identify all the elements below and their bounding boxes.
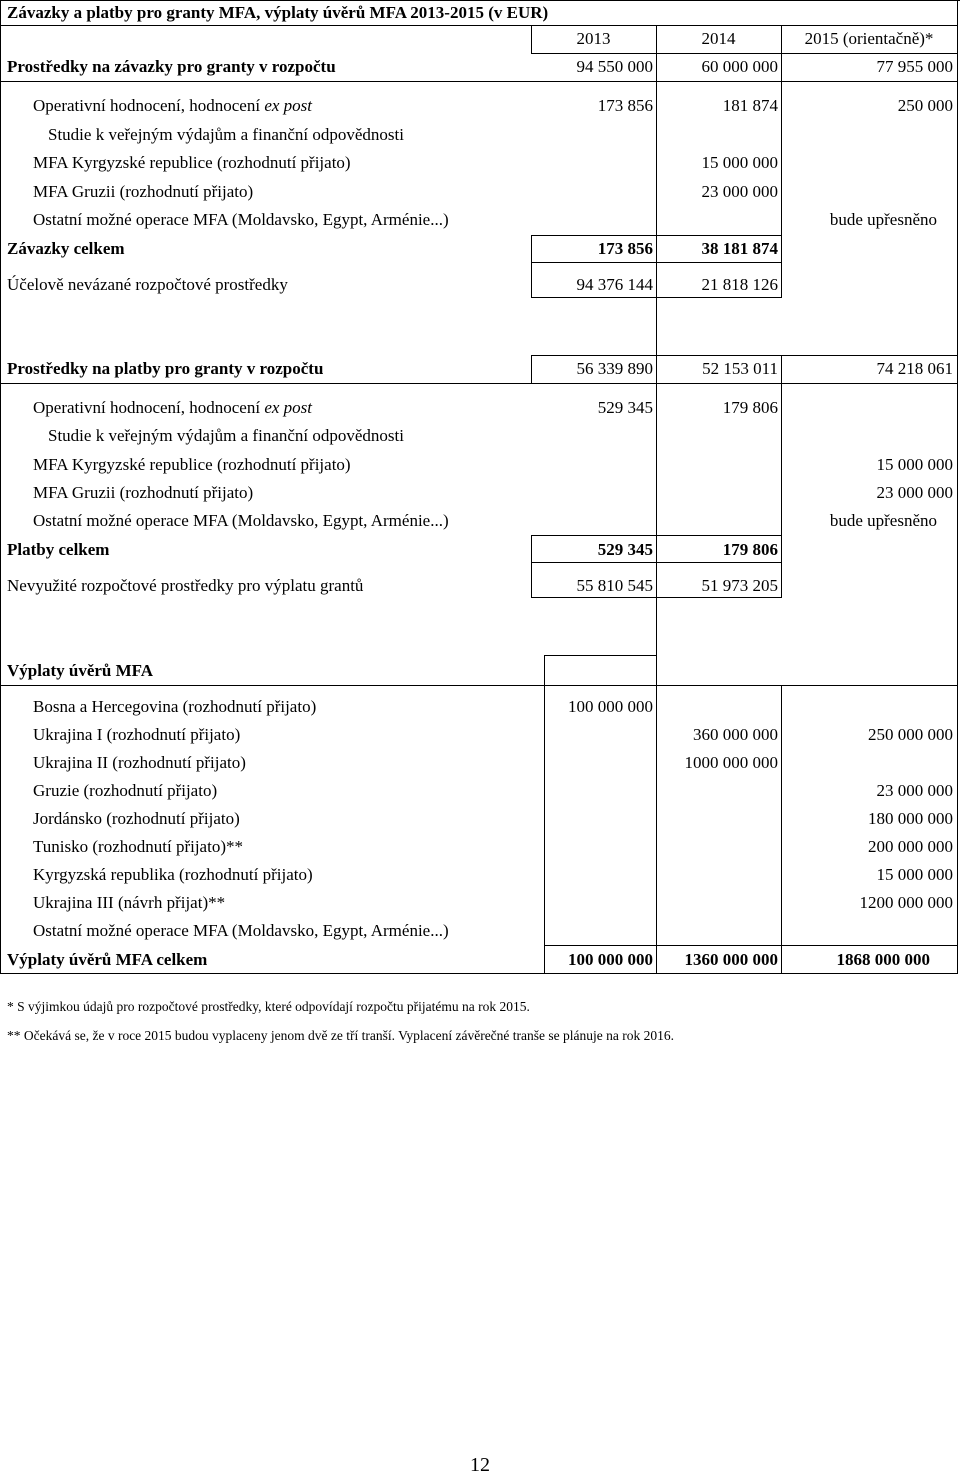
commitments-total-label: Závazky celkem — [7, 239, 125, 258]
commitment-row-2014: 15 000 000 — [701, 153, 778, 172]
loan-row-2015: 200 000 000 — [868, 837, 953, 856]
loan-row-label: Ukrajina II (rozhodnutí přijato) — [33, 753, 246, 772]
year-header-2015: 2015 (orientačně)* — [804, 29, 934, 48]
payments-total-label: Platby celkem — [7, 540, 110, 559]
commitment-row-label: MFA Gruzii (rozhodnutí přijato) — [33, 182, 254, 201]
payments-budget-2013: 56 339 890 — [576, 359, 653, 378]
commitment-row-label: MFA Kyrgyzské republice (rozhodnutí přijato) — [33, 153, 351, 172]
commitment-row-label: Operativní hodnocení, hodnocení ex post — [33, 96, 313, 115]
loan-row-2015: 1200 000 000 — [859, 893, 953, 912]
payments-budget-label: Prostředky na platby pro granty v rozpočtu — [7, 359, 324, 378]
loan-row-2015: 180 000 000 — [868, 809, 953, 828]
commitment-row-label: Ostatní možné operace MFA (Moldavsko, Egypt, Arménie...) — [33, 210, 449, 229]
loan-row-2013: 100 000 000 — [568, 697, 653, 716]
loan-row-label: Kyrgyzská republika (rozhodnutí přijato) — [33, 865, 313, 884]
commitments-unallocated-2013: 94 376 144 — [576, 275, 653, 294]
loan-row-label: Gruzie (rozhodnutí přijato) — [33, 781, 218, 800]
commitments-total-2014: 38 181 874 — [701, 239, 778, 258]
loan-row-2014: 360 000 000 — [693, 725, 778, 744]
commitment-row-2014: 23 000 000 — [701, 182, 778, 201]
commitment-row-2013: 173 856 — [597, 96, 653, 115]
payment-row-label: Ostatní možné operace MFA (Moldavsko, Egypt, Arménie...) — [33, 511, 449, 530]
loans-total-label: Výplaty úvěrů MFA celkem — [7, 950, 208, 969]
loan-row-2015: 23 000 000 — [876, 781, 953, 800]
commitment-row-2015: bude upřesněno — [829, 210, 937, 229]
payment-row-2015: 15 000 000 — [876, 455, 953, 474]
payments-unused-label: Nevyužité rozpočtové prostředky pro výplatu grantů — [7, 576, 364, 595]
commitments-budget-2015: 77 955 000 — [876, 57, 953, 76]
payments-unused-2013: 55 810 545 — [576, 576, 653, 595]
payment-row-label: Operativní hodnocení, hodnocení ex post — [33, 398, 313, 417]
loan-row-2015: 250 000 000 — [868, 725, 953, 744]
commitments-budget-2014: 60 000 000 — [701, 57, 778, 76]
loans-total-2014: 1360 000 000 — [684, 950, 778, 969]
payment-row-2014: 179 806 — [722, 398, 778, 417]
payment-row-label: MFA Gruzii (rozhodnutí přijato) — [33, 483, 254, 502]
footnote: ** Očekává se, že v roce 2015 budou vyplaceny jenom dvě ze tří tranší. Vyplacení závěrečné tranše se plánuje na rok 2016. — [7, 1028, 674, 1043]
payments-budget-2015: 74 218 061 — [876, 359, 953, 378]
payment-row-2015: bude upřesněno — [829, 511, 937, 530]
commitment-row-label: Studie k veřejným výdajům a finanční odpovědnosti — [48, 125, 404, 144]
commitments-budget-label: Prostředky na závazky pro granty v rozpočtu — [7, 57, 336, 76]
commitment-row-2015: 250 000 — [897, 96, 953, 115]
loans-total-2013: 100 000 000 — [568, 950, 653, 969]
payment-row-2013: 529 345 — [597, 398, 653, 417]
payment-row-2015: 23 000 000 — [876, 483, 953, 502]
commitments-unallocated-label: Účelově nevázané rozpočtové prostředky — [7, 275, 288, 294]
payments-unused-2014: 51 973 205 — [701, 576, 778, 595]
payments-total-2014: 179 806 — [722, 540, 778, 559]
loan-row-2014: 1000 000 000 — [684, 753, 778, 772]
year-header-2014: 2014 — [701, 29, 736, 48]
loans-total-2015: 1868 000 000 — [836, 950, 930, 969]
commitment-row-2014: 181 874 — [722, 96, 778, 115]
footnote: * S výjimkou údajů pro rozpočtové prostředky, které odpovídají rozpočtu přijatému na rok 2015. — [7, 999, 530, 1014]
loan-row-label: Jordánsko (rozhodnutí přijato) — [33, 809, 240, 828]
loan-row-label: Bosna a Hercegovina (rozhodnutí přijato) — [33, 697, 317, 716]
payments-total-2013: 529 345 — [597, 540, 653, 559]
loan-row-label: Ukrajina I (rozhodnutí přijato) — [33, 725, 241, 744]
commitments-unallocated-2014: 21 818 126 — [701, 275, 778, 294]
loans-section-header: Výplaty úvěrů MFA — [7, 661, 154, 680]
loan-row-2015: 15 000 000 — [876, 865, 953, 884]
page-number: 12 — [470, 1454, 490, 1476]
commitments-budget-2013: 94 550 000 — [576, 57, 653, 76]
table-title: Závazky a platby pro granty MFA, výplaty úvěrů MFA 2013-2015 (v EUR) — [7, 3, 549, 22]
commitments-total-2013: 173 856 — [597, 239, 653, 258]
payment-row-label: Studie k veřejným výdajům a finanční odpovědnosti — [48, 426, 404, 445]
payment-row-label: MFA Kyrgyzské republice (rozhodnutí přijato) — [33, 455, 351, 474]
year-header-2013: 2013 — [576, 29, 611, 48]
loan-row-label: Tunisko (rozhodnutí přijato)** — [33, 837, 243, 856]
loan-row-label: Ostatní možné operace MFA (Moldavsko, Egypt, Arménie...) — [33, 921, 449, 940]
payments-budget-2014: 52 153 011 — [702, 359, 778, 378]
loan-row-label: Ukrajina III (návrh přijat)** — [33, 893, 226, 912]
